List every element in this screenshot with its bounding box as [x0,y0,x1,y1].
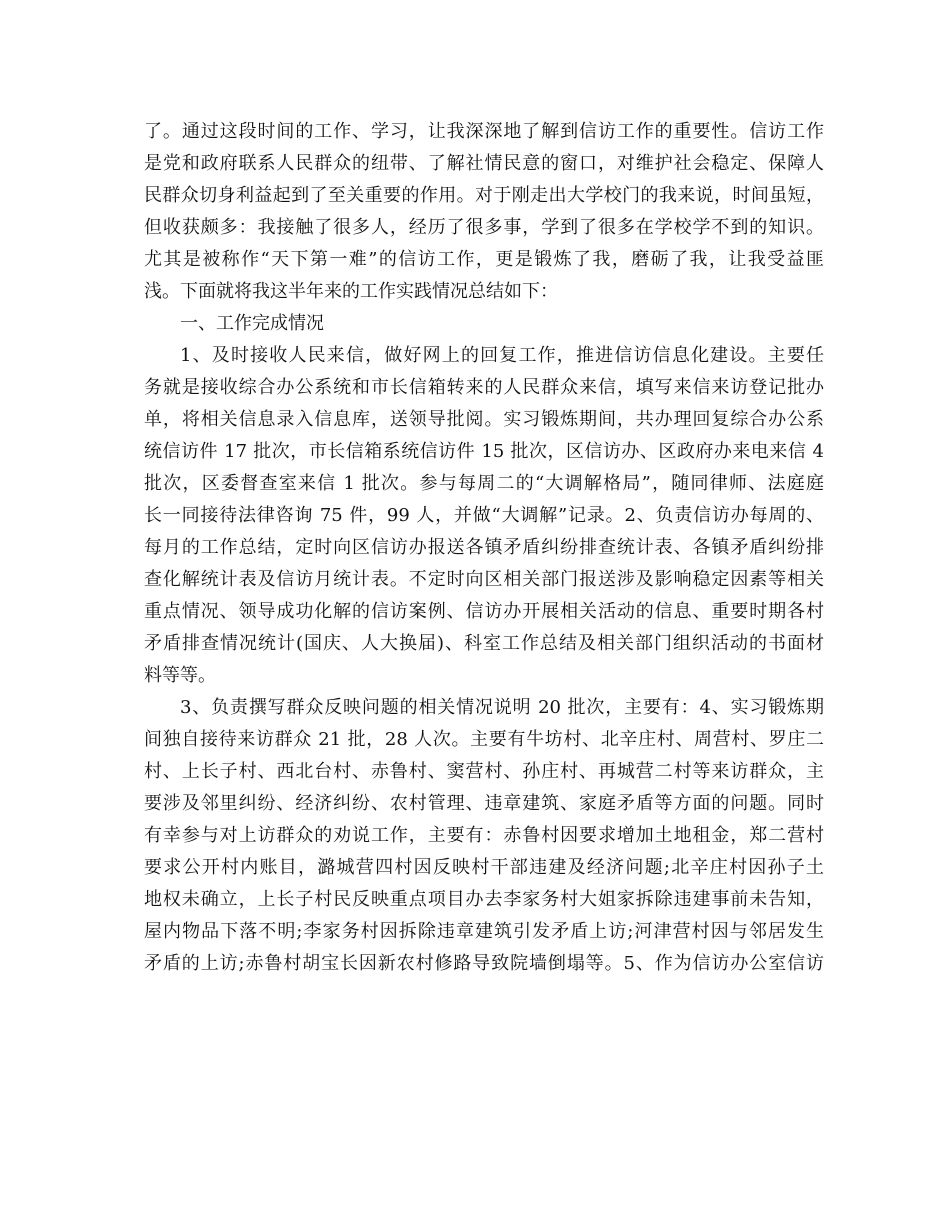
text-line: 村、上长子村、西北台村、赤鲁村、窦营村、孙庄村、再城营二村等来访群众，主 [144,761,824,782]
text-line: 查化解统计表及信访月统计表。不定时向区相关部门报送涉及影响稳定因素等相关 [144,569,824,590]
text-line: 务就是接收综合办公系统和市长信箱转来的人民群众来信，填写来信来访登记批办 [144,377,824,398]
section-heading: 一、工作完成情况 [180,313,324,334]
text-line: 有幸参与对上访群众的劝说工作，主要有：赤鲁村因要求增加土地租金，郑二营村 [144,825,824,846]
text-line: 地权未确立，上长子村民反映重点项目办去李家务村大姐家拆除违建事前未告知， [144,889,824,910]
text-line: 是党和政府联系人民群众的纽带、了解社情民意的窗口，对维护社会稳定、保障人 [144,153,824,174]
text-line: 3、负责撰写群众反映问题的相关情况说明 20 批次，主要有：4、实习锻炼期 [180,697,824,718]
text-line: 单，将相关信息录入信息库，送领导批阅。实习锻炼期间，共办理回复综合办公系 [144,409,824,430]
text-line: 屋内物品下落不明;李家务村因拆除违章建筑引发矛盾上访;河津营村因与邻居发生 [144,921,824,942]
text-line: 长一同接待法律咨询 75 件，99 人，并做“大调解”记录。2、负责信访办每周的、 [144,505,824,526]
text-line: 尤其是被称作“天下第一难”的信访工作，更是锻炼了我，磨砺了我，让我受益匪 [144,249,824,270]
text-line: 矛盾的上访;赤鲁村胡宝长因新农村修路导致院墙倒塌等。5、作为信访办公室信访 [144,953,824,974]
text-line: 了。通过这段时间的工作、学习，让我深深地了解到信访工作的重要性。信访工作 [144,121,824,142]
text-line: 要求公开村内账目，潞城营四村因反映村干部违建及经济问题;北辛庄村因孙子土 [144,857,824,878]
text-line: 矛盾排查情况统计(国庆、人大换届)、科室工作总结及相关部门组织活动的书面材 [144,633,824,654]
text-line: 民群众切身利益起到了至关重要的作用。对于刚走出大学校门的我来说，时间虽短， [144,185,824,206]
text-line: 间独自接待来访群众 21 批，28 人次。主要有牛坊村、北辛庄村、周营村、罗庄二 [144,729,824,750]
text-line: 重点情况、领导成功化解的信访案例、信访办开展相关活动的信息、重要时期各村 [144,601,824,622]
text-line: 料等等。 [144,665,216,686]
text-line: 每月的工作总结，定时向区信访办报送各镇矛盾纠纷排查统计表、各镇矛盾纠纷排 [144,537,824,558]
text-line: 浅。下面就将我这半年来的工作实践情况总结如下： [144,281,558,302]
text-line: 要涉及邻里纠纷、经济纠纷、农村管理、违章建筑、家庭矛盾等方面的问题。同时 [144,793,824,814]
document-body [144,116,824,980]
text-line: 但收获颇多：我接触了很多人，经历了很多事，学到了很多在学校学不到的知识。 [144,217,824,238]
text-line: 统信访件 17 批次，市长信箱系统信访件 15 批次，区信访办、区政府办来电来信 4 [144,441,824,462]
text-line: 1、及时接收人民来信，做好网上的回复工作，推进信访信息化建设。主要任 [180,345,824,366]
text-line: 批次，区委督查室来信 1 批次。参与每周二的“大调解格局”，随同律师、法庭庭 [144,473,824,494]
